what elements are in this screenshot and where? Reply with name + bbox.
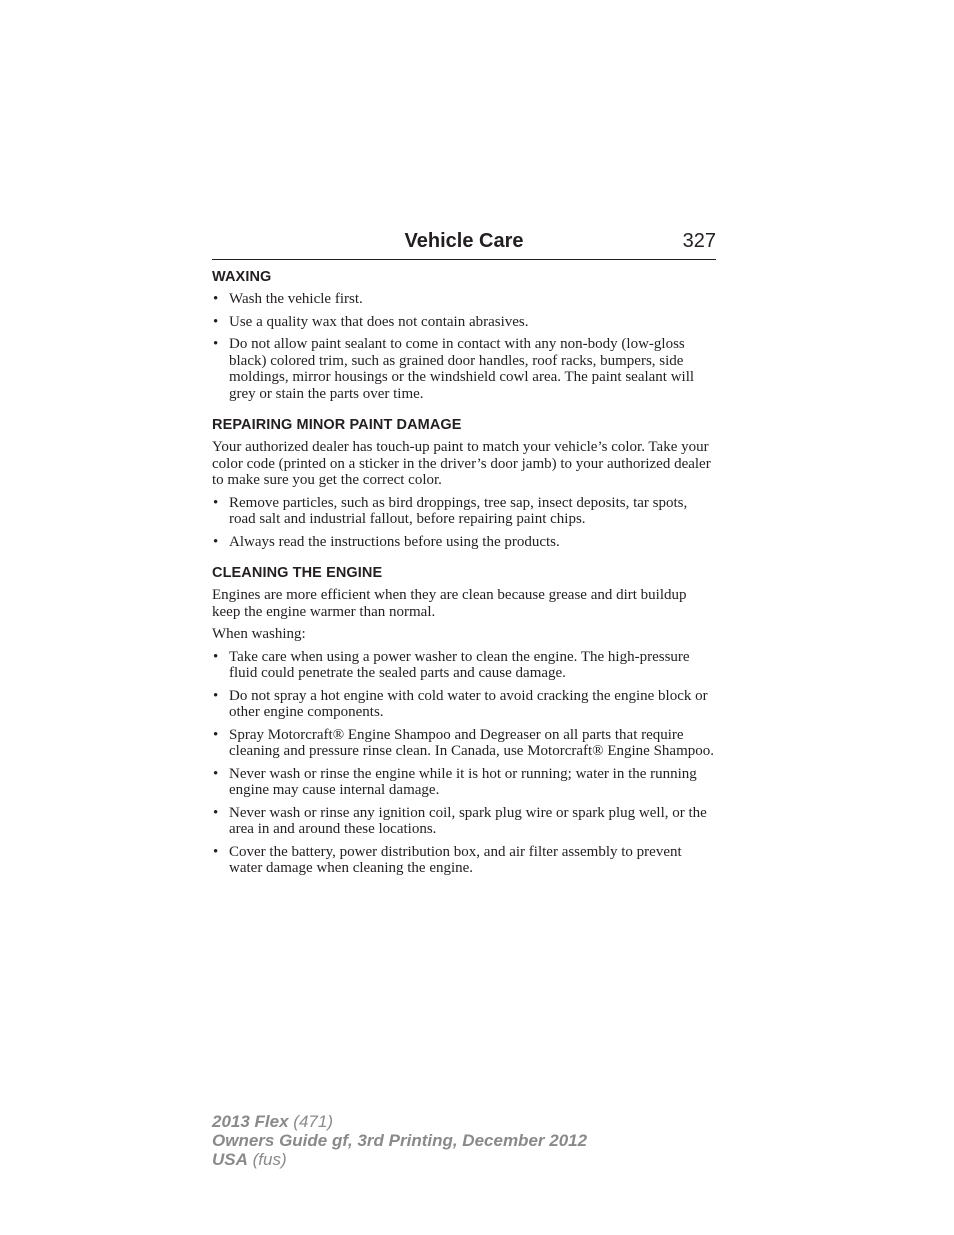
list-item: • Never wash or rinse any ignition coil, spark plug wire or spark plug well, or the area in and around these locations. <box>213 804 707 837</box>
footer-market-code: (fus) <box>252 1150 287 1169</box>
when-washing-label: When washing: <box>212 626 306 642</box>
bullet-icon: • <box>213 804 219 821</box>
bullet-icon: • <box>213 494 219 511</box>
bullet-icon: • <box>213 843 219 860</box>
cleaning-intro: Engines are more efficient when they are clean because grease and dirt buildup keep the engine warmer than normal. <box>212 587 687 620</box>
list-item: • Wash the vehicle first. <box>213 291 363 307</box>
cleaning-bullet-list <box>212 649 716 877</box>
footer-model-line <box>212 1112 587 1131</box>
list-item: • Never wash or rinse the engine while it is hot or running; water in the running engine may cause internal damage. <box>213 765 697 798</box>
list-item: • Do not allow paint sealant to come in contact with any non-body (low-gloss black) colored trim, such as grained door handles, roof racks, bumpers, side moldings, mirror housings or the windshield cowl area. The paint sealant will grey or stain the parts over time. <box>213 336 695 402</box>
list-item: • Do not spray a hot engine with cold water to avoid cracking the engine block or other engine components. <box>213 687 708 720</box>
repairing-intro: Your authorized dealer has touch-up paint to match your vehicle’s color. Take your color code (printed on a sticker in the driver’s door jamb) to your authorized dealer to make sure you get the correct color. <box>212 439 711 488</box>
footer-market: USA <box>212 1150 248 1169</box>
section-heading-waxing: WAXING <box>212 269 272 285</box>
bullet-icon: • <box>213 726 219 743</box>
page-content <box>212 228 716 877</box>
section-heading-repairing: REPAIRING MINOR PAINT DAMAGE <box>212 417 462 433</box>
bullet-icon: • <box>213 291 219 307</box>
repairing-bullet-list <box>212 495 716 551</box>
list-item: • Cover the battery, power distribution box, and air filter assembly to prevent water damage when cleaning the engine. <box>213 843 682 876</box>
section-heading-cleaning: CLEANING THE ENGINE <box>212 565 383 581</box>
bullet-icon: • <box>213 533 219 550</box>
chapter-title: Vehicle Care <box>404 230 524 252</box>
bullet-icon: • <box>213 765 219 782</box>
waxing-bullet-list <box>212 291 716 402</box>
page-header <box>212 228 716 260</box>
bullet-icon: • <box>213 313 219 330</box>
list-item: • Use a quality wax that does not contain abrasives. <box>213 313 529 330</box>
bullet-icon: • <box>213 648 219 665</box>
page-footer <box>212 1112 587 1169</box>
footer-guide-line <box>212 1131 587 1150</box>
list-item: • Spray Motorcraft® Engine Shampoo and Degreaser on all parts that require cleaning and pressure rinse clean. In Canada, use Motorcraft® Engine Shampoo. <box>213 726 714 759</box>
footer-model: 2013 Flex <box>212 1112 289 1131</box>
footer-market-line <box>212 1150 587 1169</box>
footer-guide: Owners Guide gf, 3rd Printing, December 2012 <box>212 1131 588 1150</box>
page-number: 327 <box>682 230 716 252</box>
bullet-icon: • <box>213 336 219 352</box>
footer-model-code: (471) <box>293 1112 333 1131</box>
list-item: • Remove particles, such as bird droppings, tree sap, insect deposits, tar spots, road salt and industrial fallout, before repairing paint chips. <box>213 494 688 527</box>
list-item: • Take care when using a power washer to clean the engine. The high-pressure fluid could penetrate the sealed parts and cause damage. <box>213 648 690 681</box>
list-item: • Always read the instructions before using the products. <box>213 533 560 550</box>
bullet-icon: • <box>213 687 219 704</box>
